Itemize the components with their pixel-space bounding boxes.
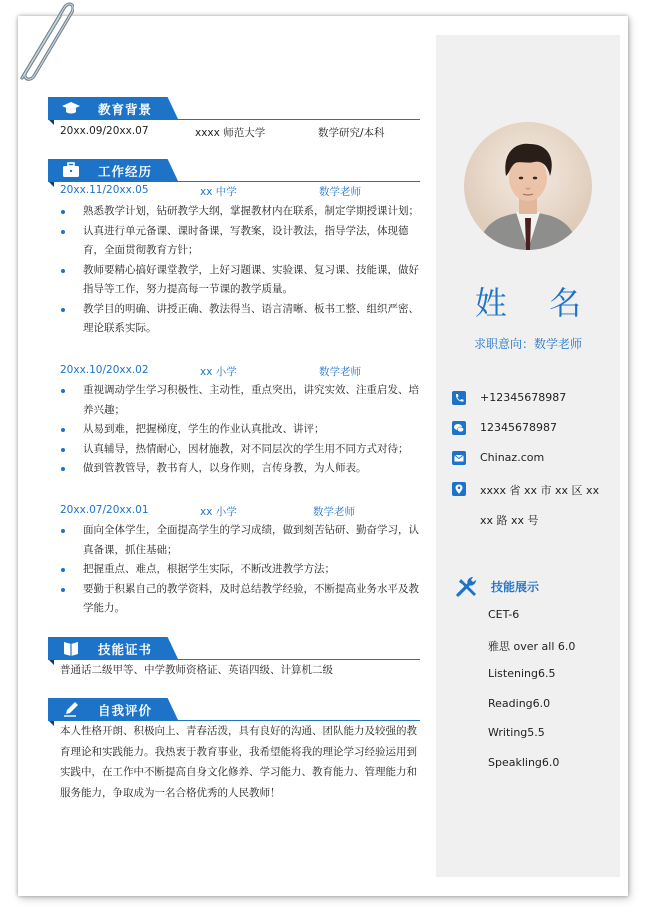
job-duties [60, 202, 426, 339]
job-org: xx 小学 [200, 506, 237, 518]
skill-item: Listening6.5 [488, 667, 556, 681]
profile-name: 姓 名 [474, 284, 598, 322]
education-date: 20xx.09/20xx.07 [60, 125, 149, 137]
location-pin-icon [452, 482, 466, 496]
job-role: 数学老师 [313, 506, 355, 518]
email-icon [452, 451, 466, 465]
list-item: 教学目的明确、讲授正确、教法得当、语言清晰、板书工整、组织严密、理论联系实际。 [60, 300, 426, 339]
book-icon [62, 640, 80, 656]
list-item: 从易到难，把握梯度，学生的作业认真批改、讲评； [60, 420, 426, 440]
list-item: 面向全体学生，全面提高学生的学习成绩，做到刻苦钻研、勤奋学习，认真备课，抓住基础； [60, 521, 426, 560]
address-line2: xx 路 xx 号 [480, 514, 539, 527]
section-title: 教育背景 [98, 102, 153, 117]
list-item: 认真进行单元备课、课时备课，写教案，设计教法，指导学法，体现德育，全面贯彻教育方针； [60, 222, 426, 261]
avatar [464, 122, 592, 250]
job-role: 数学老师 [319, 186, 361, 198]
divider [48, 181, 420, 182]
job-date: 20xx.11/20xx.05 [60, 184, 149, 196]
list-item: 认真辅导，热情耐心，因材施教，对不同层次的学生用不同方式对待； [60, 440, 426, 460]
job-org: xx 小学 [200, 366, 237, 378]
education-major: 数学研究/本科 [318, 127, 385, 139]
certificates-text: 普通话二级甲等、中学教师资格证、英语四级、计算机二级 [60, 664, 333, 676]
job-duties [60, 381, 426, 479]
briefcase-icon [62, 162, 80, 178]
list-item: 教师要精心搞好课堂教学，上好习题课、实验课、复习课、技能课，做好指导等工作，努力提高每一节课的教学质量。 [60, 261, 426, 300]
phone-icon [452, 391, 466, 405]
self-eval-text: 本人性格开朗、积极向上、青春活泼，具有良好的沟通、团队能力及较强的教育理论和实践能力。我热衷于教育事业，我希望能将我的理论学习经验运用到实践中，在工作中不断提高自身文化修养、学习能力、教育能力、管理能力和服务能力，争取成为一名合格优秀的人民教师！ [60, 725, 417, 799]
skills-title: 技能展示 [491, 580, 540, 594]
skill-item: Writing5.5 [488, 726, 545, 740]
wechat-text: 12345678987 [480, 421, 557, 434]
phone-text: +12345678987 [480, 391, 567, 404]
job-duties [60, 521, 426, 619]
graduation-cap-icon [62, 100, 80, 116]
section-header-work [48, 159, 188, 181]
job-intent: 求职意向：数学老师 [473, 337, 582, 351]
job-role: 数学老师 [319, 366, 361, 378]
skill-item: 雅思 over all 6.0 [488, 639, 576, 653]
skill-item: Reading6.0 [488, 696, 551, 710]
tools-icon [455, 574, 481, 600]
section-title: 工作经历 [98, 164, 153, 179]
list-item: 熟悉教学计划，钻研教学大纲，掌握教材内在联系，制定学期授课计划； [60, 202, 426, 222]
list-item: 要勤于积累自己的教学资料，及时总结教学经验，不断提高业务水平及教学能力。 [60, 580, 426, 619]
address-line1: xxxx 省 xx 市 xx 区 xx [480, 484, 600, 497]
list-item: 重视调动学生学习积极性、主动性，重点突出，讲究实效、注重启发、培养兴趣； [60, 381, 426, 420]
list-item: 把握重点、难点，根据学生实际，不断改进教学方法； [60, 560, 426, 580]
section-header-self-eval [48, 698, 188, 720]
chat-icon [452, 421, 466, 435]
skill-item: Speakling6.0 [488, 755, 560, 769]
section-header-certificates [48, 637, 188, 659]
skill-item: CET-6 [488, 608, 520, 621]
job-date: 20xx.10/20xx.02 [60, 364, 149, 376]
section-title: 技能证书 [98, 642, 153, 657]
skills-list [488, 608, 575, 786]
education-school: xxxx 师范大学 [195, 127, 266, 139]
job-org: xx 中学 [200, 186, 237, 198]
paperclip-icon [4, 0, 74, 86]
pencil-icon [62, 701, 80, 717]
section-header-education [48, 97, 188, 119]
section-title: 自我评价 [98, 703, 153, 718]
job-date: 20xx.07/20xx.01 [60, 504, 149, 516]
web-text: Chinaz.com [480, 451, 545, 464]
list-item: 做到管教管导，教书育人，以身作则，言传身教，为人师表。 [60, 459, 426, 479]
divider [48, 119, 420, 120]
